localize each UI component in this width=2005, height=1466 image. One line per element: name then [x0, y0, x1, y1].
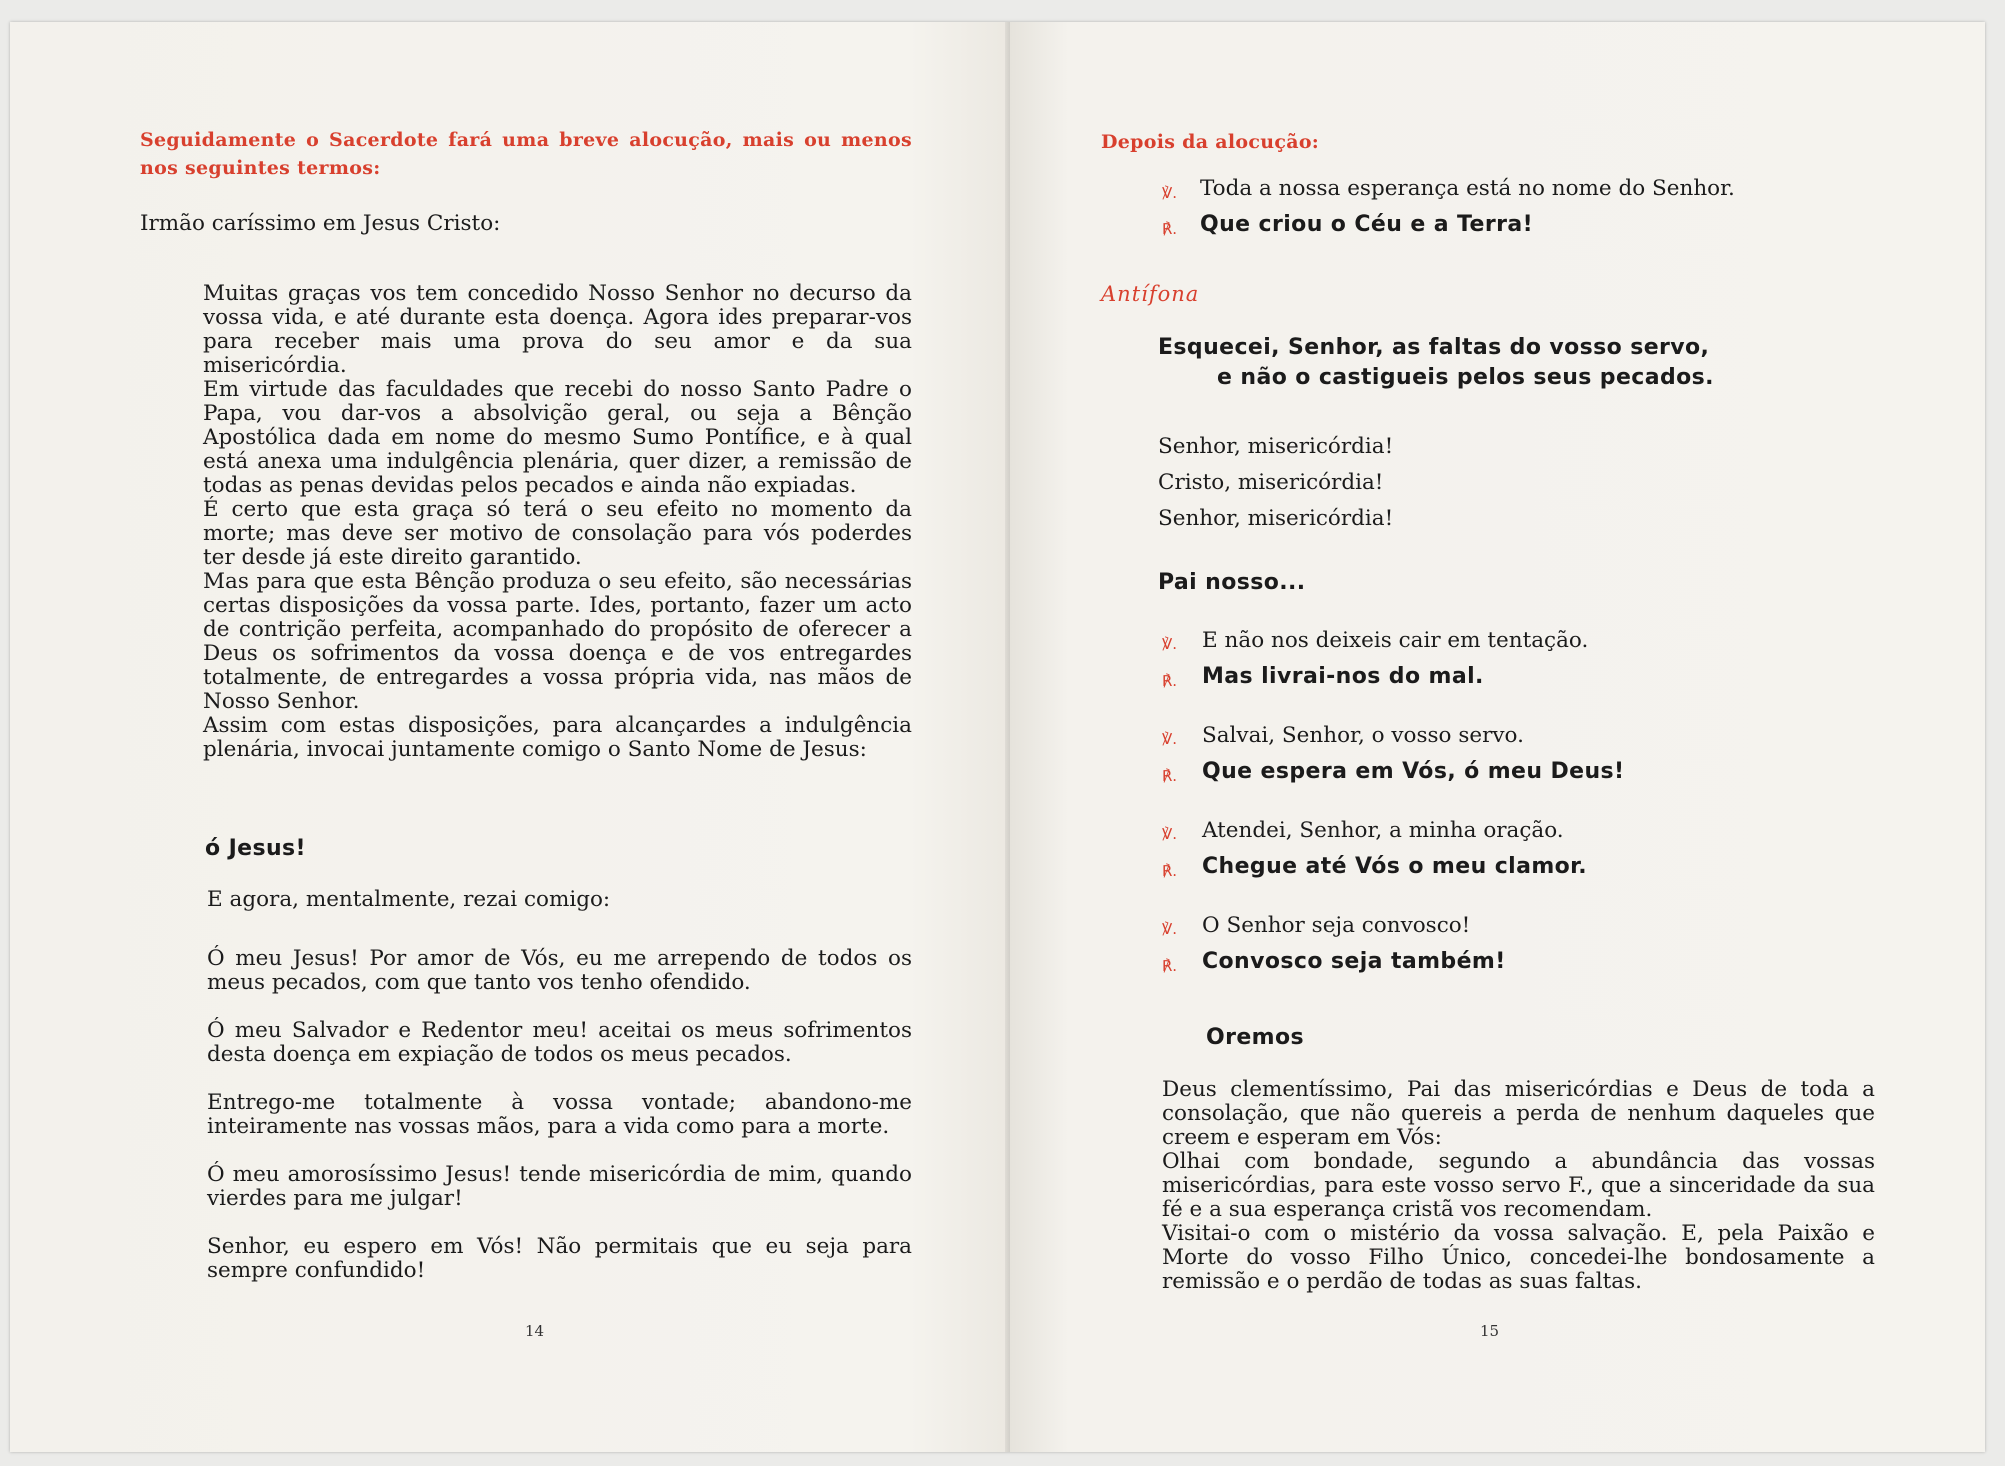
book-spread [10, 22, 1985, 1452]
response-mark: ℟. [1162, 767, 1178, 785]
response-text: Chegue até Vós o meu clamor. [1202, 854, 1588, 879]
response-text: Convosco seja também! [1202, 949, 1506, 974]
collect-paragraph: Visitai-o com o mistério da vossa salvação. E, pela Paixão e Morte do vosso Filho Único, concedei-lhe bondosamente a remissão e o perdão de todas as suas faltas. [1162, 1221, 1875, 1294]
versicle-text: Atendei, Senhor, a minha oração. [1202, 818, 1564, 843]
response-mark: ℟. [1162, 862, 1178, 880]
versicle-mark: ℣. [1162, 730, 1178, 748]
allocution-paragraph: Em virtude das faculdades que recebi do nosso Santo Padre o Papa, vou dar-vos a absolvição geral, ou seja a Bênção Apostólica dada em nome do mesmo Sumo Pontífice, e à qual está anexa uma indulgência plenária, quer dizer, a remissão de todas as penas devidas pelos pecados e ainda não expiadas. [203, 377, 912, 498]
left-page [10, 22, 1010, 1452]
response-mark: ℟. [1162, 220, 1178, 238]
prayer-4: Ó meu amorosíssimo Jesus! tende misericórdia de mim, quando vierdes para me julgar! [207, 1162, 912, 1211]
versicle-mark: ℣. [1162, 825, 1178, 843]
collect-paragraph: Olhai com bondade, segundo a abundância das vossas misericórdias, para este vosso servo F., que a sinceridade da sua fé e a sua esperança cristã vos recomendam. [1162, 1149, 1875, 1222]
prayer-3: Entrego-me totalmente à vossa vontade; abandono-me inteiramente nas vossas mãos, para a vida como para a morte. [207, 1090, 912, 1139]
kyrie-line-1: Senhor, misericórdia! [1158, 434, 1394, 459]
collect-paragraph: Deus clementíssimo, Pai das misericórdias e Deus de toda a consolação, que não quereis a perda de nenhum daqueles que creem e esperam em Vós: [1162, 1077, 1875, 1150]
response-text: Que criou o Céu e a Terra! [1200, 212, 1534, 237]
prayer-1: Ó meu Jesus! Por amor de Vós, eu me arrependo de todos os meus pecados, com que tanto vos tenho ofendido. [207, 946, 912, 995]
versicle-text: Salvai, Senhor, o vosso servo. [1202, 723, 1524, 748]
allocution-paragraph: É certo que esta graça só terá o seu efeito no momento da morte; mas deve ser motivo de consolação para vós poderdes ter desde já este direito garantido. [203, 497, 912, 570]
pater-noster: Pai nosso... [1158, 570, 1306, 595]
response-mark: ℟. [1162, 672, 1178, 690]
allocution-paragraph: Mas para que esta Bênção produza o seu efeito, são necessárias certas disposições da vossa parte. Ides, portanto, fazer um acto de contrição perfeita, acompanhado do propósito de oferecer a Deus os sofrimentos da vossa doença e de vos entregardes totalmente, de entregardes a vossa própria vida, nas mãos de Nosso Senhor. [203, 569, 912, 714]
response-mark: ℟. [1162, 957, 1178, 975]
allocution-paragraph: Muitas graças vos tem concedido Nosso Senhor no decurso da vossa vida, e até durante esta doença. Agora ides preparar-vos para receber mais uma prova do seu amor e da sua misericórdia. [203, 281, 912, 378]
versicle-mark: ℣. [1162, 920, 1178, 938]
collect-prayer [1162, 1078, 1875, 1294]
prayer-2: Ó meu Salvador e Redentor meu! aceitai os meus sofrimentos desta doença em expiação de todos os meus pecados. [207, 1018, 912, 1067]
versicle-text: E não nos deixeis cair em tentação. [1202, 628, 1589, 653]
kyrie-line-3: Senhor, misericórdia! [1158, 506, 1394, 531]
response-text: Mas livrai-nos do mal. [1202, 664, 1484, 689]
allocution-paragraph: Assim com estas disposições, para alcançardes a indulgência plenária, invocai juntamente comigo o Santo Nome de Jesus: [203, 713, 912, 762]
antifona-line-2: e não o castigueis pelos seus pecados. [1217, 365, 1714, 390]
salutation: Irmão caríssimo em Jesus Cristo: [140, 211, 501, 236]
page-number-left: 14 [525, 1322, 545, 1340]
allocution-body [203, 282, 912, 762]
right-page [1010, 22, 1985, 1452]
antifona-heading: Antífona [1101, 282, 1200, 306]
prayer-5: Senhor, eu espero em Vós! Não permitais que eu seja para sempre confundido! [207, 1234, 912, 1283]
versicle-text: Toda a nossa esperança está no nome do Senhor. [1200, 176, 1735, 201]
response-text: Que espera em Vós, ó meu Deus! [1202, 759, 1625, 784]
oremos-heading: Oremos [1206, 1025, 1305, 1050]
kyrie-line-2: Cristo, misericórdia! [1158, 470, 1384, 495]
invocation: ó Jesus! [205, 836, 306, 861]
mental-prayer-intro: E agora, mentalmente, rezai comigo: [207, 887, 611, 912]
versicle-mark: ℣. [1162, 635, 1178, 653]
left-rubric: Seguidamente o Sacerdote fará uma breve alocução, mais ou menos nos seguintes termos: [140, 129, 912, 179]
versicle-mark: ℣. [1162, 184, 1178, 202]
right-rubric: Depois da alocução: [1101, 131, 1320, 153]
antifona-line-1: Esquecei, Senhor, as faltas do vosso servo, [1158, 335, 1710, 360]
versicle-text: O Senhor seja convosco! [1202, 913, 1471, 938]
page-number-right: 15 [1480, 1322, 1500, 1340]
